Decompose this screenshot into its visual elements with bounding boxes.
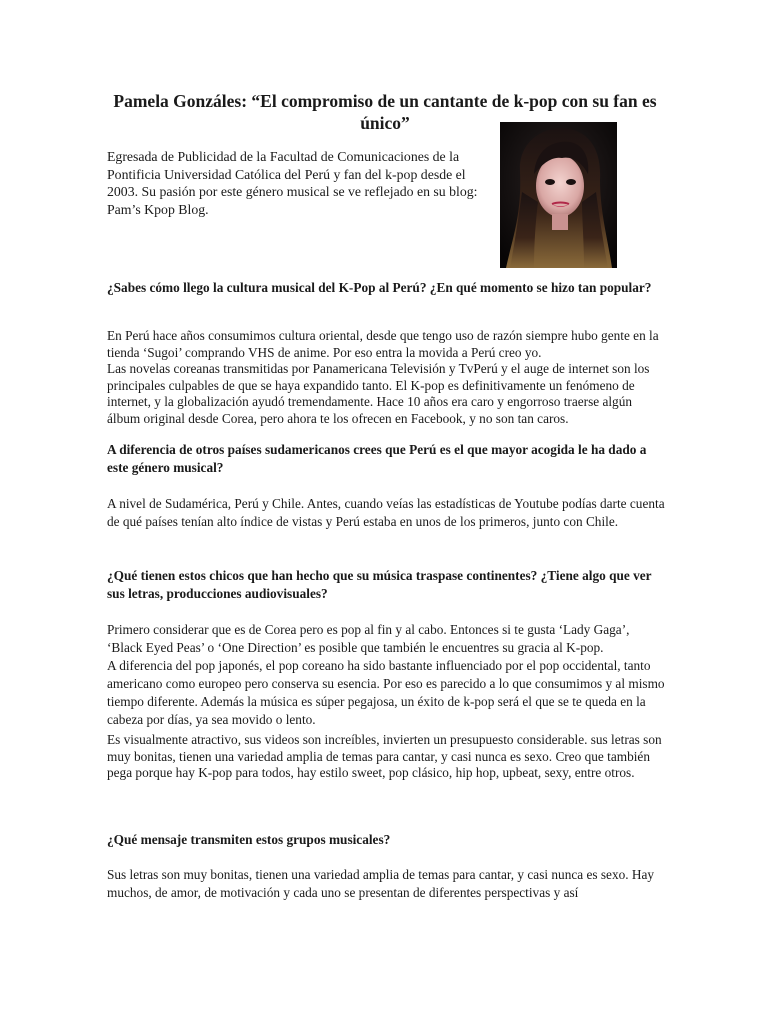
article-title-line-1: Pamela Gonzáles: “El compromiso de un cantante de k-pop con su fan es <box>113 91 657 111</box>
answer-4 <box>107 866 667 902</box>
answer-3-paragraph-1: Primero considerar que es de Corea pero es pop al fin y al cabo. Entonces si te gusta ‘Lady Gaga’, ‘Black Eyed Peas’ o ‘One Direction’ es posible que también le encuentres su gracia al K-pop. <box>107 622 630 655</box>
answer-1-paragraph-2: Las novelas coreanas transmitidas por Panamericana Televisión y TvPerú y el auge de internet son los principales culpables de que se haya expandido tanto. El K-pop es definitivamente un fenómeno de internet, y la globalización ayudó tremendamente. Hace 10 años era caro y engorroso traerse algún álbum original desde Corea, pero ahora te los ofrecen en Facebook, y no son tan caros. <box>107 361 650 426</box>
question-4-text: ¿Qué mensaje transmiten estos grupos musicales? <box>107 832 391 847</box>
portrait-photo <box>500 122 617 268</box>
author-intro: Egresada de Publicidad de la Facultad de Comunicaciones de la Pontificia Universidad Católica del Perú y fan del k-pop desde el 2003. Su pasión por este género musical se ve reflejado en su blog: Pam’s Kpop Blog. <box>107 149 478 217</box>
answer-1-paragraph-1: En Perú hace años consumimos cultura oriental, desde que tengo uso de razón siempre hubo gente en la tienda ‘Sugoi’ comprando VHS de anime. Por eso entra la movida a Perú creo yo. <box>107 328 659 360</box>
question-1 <box>107 279 667 297</box>
answer-3 <box>107 621 667 729</box>
article-title-line-2: único” <box>360 113 410 133</box>
answer-1 <box>107 328 667 427</box>
answer-2 <box>107 495 667 531</box>
answer-2-paragraph-1: A nivel de Sudamérica, Perú y Chile. Antes, cuando veías las estadísticas de Youtube podías darte cuenta de qué países tenían alto índice de vistas y Perú estaba en unos de los primeros, junto con Chile. <box>107 496 665 529</box>
question-1-text: ¿Sabes cómo llego la cultura musical del K-Pop al Perú? ¿En qué momento se hizo tan popular? <box>107 280 652 295</box>
question-3 <box>107 567 667 603</box>
question-4 <box>107 831 667 849</box>
question-2-text: A diferencia de otros países sudamericanos crees que Perú es el que mayor acogida le ha dado a este género musical? <box>107 442 647 475</box>
question-3-text: ¿Qué tienen estos chicos que han hecho que su música traspase continentes? ¿Tiene algo que ver sus letras, producciones audiovisuales? <box>107 568 652 601</box>
answer-3-paragraph-2: A diferencia del pop japonés, el pop coreano ha sido bastante influenciado por el pop occidental, tanto americano como europeo pero conserva su esencia. Por eso es parecido a lo que consumimos y al mismo tiempo diferente. Además la música es súper pegajosa, un éxito de k-pop será el que se te queda en la cabeza por días, ya sea movido o lento. <box>107 658 665 727</box>
question-2 <box>107 441 667 477</box>
answer-3-paragraph-3: Es visualmente atractivo, sus videos son increíbles, invierten un presupuesto considerable. sus letras son muy bonitas, tienen una variedad amplia de temas para cantar, y casi nunca es sexo. Creo que también pega porque hay K-pop para todos, hay estilo sweet, pop clásico, hip hop, upbeat, sexy, entre otros. <box>107 732 662 780</box>
answer-3-continued <box>107 732 667 782</box>
answer-4-paragraph-1: Sus letras son muy bonitas, tienen una variedad amplia de temas para cantar, y casi nunca es sexo. Hay muchos, de amor, de motivación y cada uno se presentan de diferentes perspectivas y así <box>107 867 655 900</box>
portrait-photo-icon <box>500 122 617 268</box>
